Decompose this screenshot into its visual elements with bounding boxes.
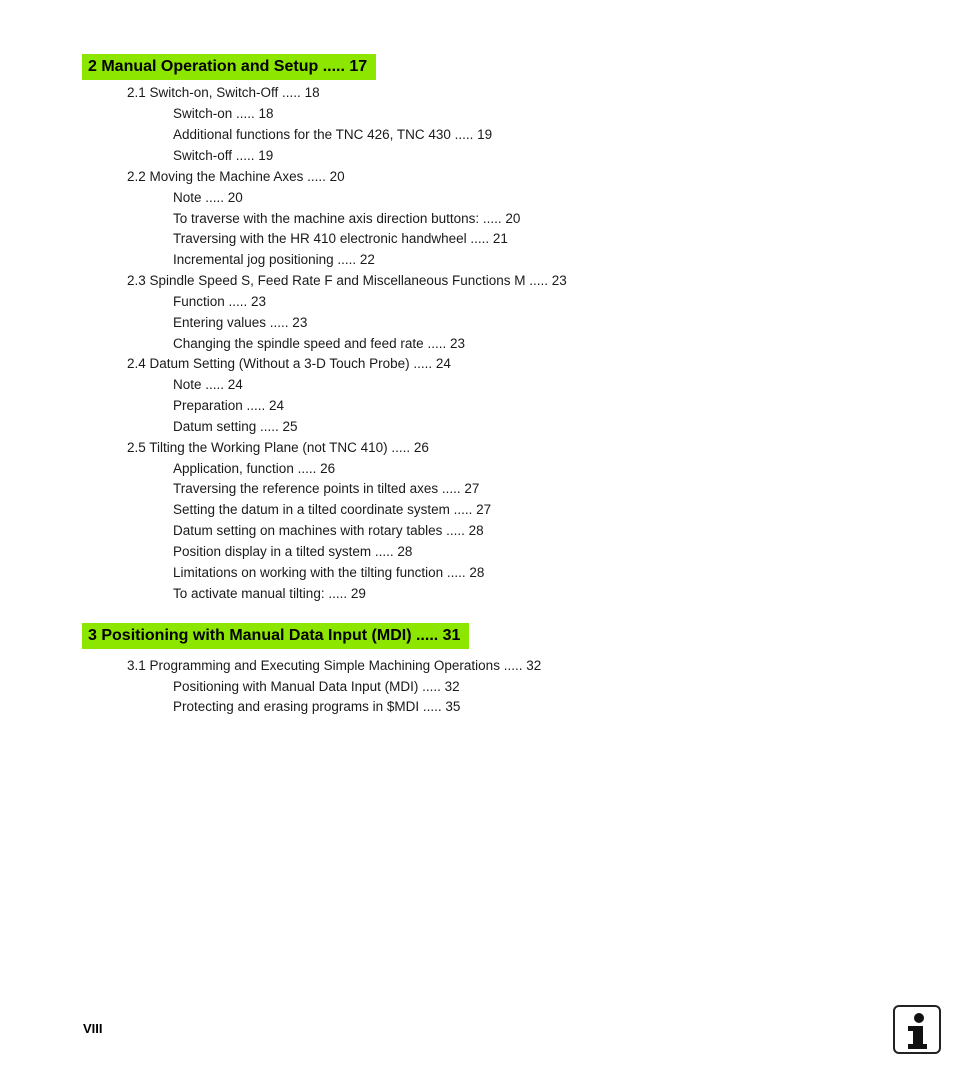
toc-entry[interactable]: 2.4 Datum Setting (Without a 3-D Touch Probe) ..... 24 <box>127 356 451 371</box>
toc-entry[interactable]: Switch-on ..... 18 <box>173 106 274 121</box>
toc-entry[interactable]: To traverse with the machine axis direction buttons: ..... 20 <box>173 211 521 226</box>
toc-entry[interactable]: Incremental jog positioning ..... 22 <box>173 252 375 267</box>
toc-entry[interactable]: Note ..... 20 <box>173 190 243 205</box>
toc-entry[interactable]: 2.5 Tilting the Working Plane (not TNC 410) ..... 26 <box>127 440 429 455</box>
toc-entry[interactable]: Position display in a tilted system ..... 28 <box>173 544 413 559</box>
toc-entry[interactable]: Setting the datum in a tilted coordinate system ..... 27 <box>173 502 492 517</box>
toc-entry[interactable]: Entering values ..... 23 <box>173 315 308 330</box>
toc-entry[interactable]: Note ..... 24 <box>173 377 243 392</box>
toc-entry[interactable]: Switch-off ..... 19 <box>173 148 274 163</box>
toc-entry[interactable]: To activate manual tilting: ..... 29 <box>173 586 366 601</box>
toc-entry[interactable]: Additional functions for the TNC 426, TNC 430 ..... 19 <box>173 127 493 142</box>
toc-entry[interactable]: Datum setting ..... 25 <box>173 419 298 434</box>
toc-entry[interactable]: 2.3 Spindle Speed S, Feed Rate F and Miscellaneous Functions M ..... 23 <box>127 273 567 288</box>
info-icon <box>893 1005 941 1054</box>
toc-entry[interactable]: Datum setting on machines with rotary tables ..... 28 <box>173 523 484 538</box>
toc-entry[interactable]: Changing the spindle speed and feed rate ..... 23 <box>173 336 465 351</box>
page-number: VIII <box>83 1021 103 1036</box>
toc-entry[interactable]: Function ..... 23 <box>173 294 267 309</box>
toc-entry[interactable]: 2.1 Switch-on, Switch-Off ..... 18 <box>127 85 320 100</box>
toc-entry[interactable]: Traversing with the HR 410 electronic handwheel ..... 21 <box>173 231 508 246</box>
toc-entry[interactable]: Traversing the reference points in tilted axes ..... 27 <box>173 481 480 496</box>
toc-entry[interactable]: 2.2 Moving the Machine Axes ..... 20 <box>127 169 345 184</box>
toc-entry[interactable]: Positioning with Manual Data Input (MDI) ..... 32 <box>173 679 460 694</box>
toc-entry[interactable]: Application, function ..... 26 <box>173 461 336 476</box>
chapter-3-heading[interactable]: 3 Positioning with Manual Data Input (MDI) ..... 31 <box>82 623 469 649</box>
toc-entry[interactable]: 3.1 Programming and Executing Simple Machining Operations ..... 32 <box>127 658 542 673</box>
toc-entry[interactable]: Limitations on working with the tilting function ..... 28 <box>173 565 485 580</box>
chapter-2-heading[interactable]: 2 Manual Operation and Setup ..... 17 <box>82 54 376 80</box>
toc-entry[interactable]: Protecting and erasing programs in $MDI ..... 35 <box>173 699 461 714</box>
toc-entry[interactable]: Preparation ..... 24 <box>173 398 285 413</box>
